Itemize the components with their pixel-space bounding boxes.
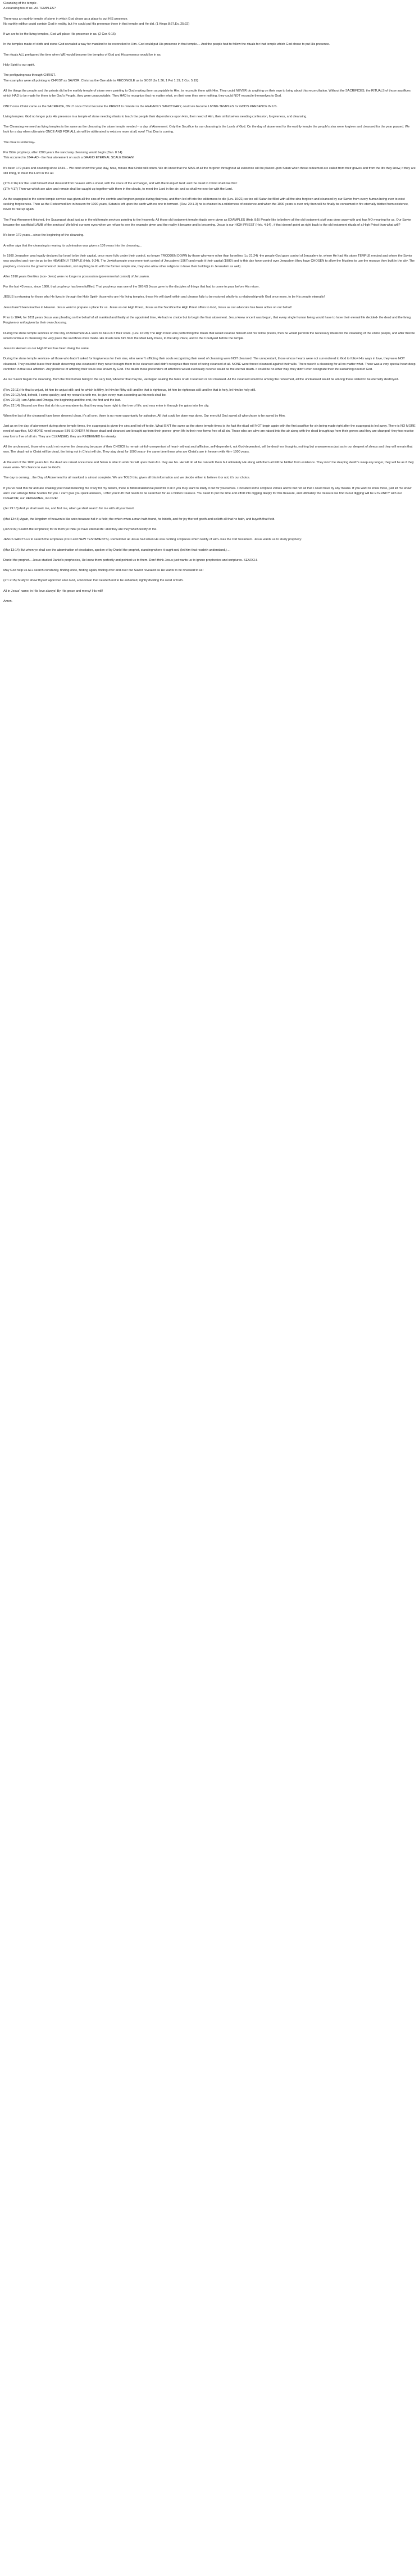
scripture-quote: (Jer 29:13) And ye shall seek me, and find me, when ye shall search for me with all your heart. (3, 507, 135, 511)
paragraph: Jesus in Heaven as our High Priest has been doing the same. (3, 347, 90, 351)
paragraph: For the last 43 years, since 1980, that prophecy has been fulfilled. That prophecy was one of the SIGNS Jesus gave to the disciples of things that had to come to pass before His return. (3, 285, 260, 289)
paragraph-title: Cleansing of the temple - A cleansing too of us -AS TEMPLES? (3, 2, 56, 11)
paragraph: There was an earthly temple of stone in which God chose as a place to put HIS presence. No earthly edifice could contain God in reality, but He could put His presence there in that temple and He did. (1 Kings 8:27,Ex. 25:22) (3, 17, 190, 26)
paragraph: After 1910 years Gentiles (non- Jews) were no longer in possession (governmental control) of Jerusalem. (3, 275, 150, 278)
paragraph: At the end of the 1000 years ALL the dead are raised once more and Satan is able to work his will upon them ALL they are his. He will do all he can with them but ultimately HE along with them all will be blotted from existence. They won't be sleeping death's sleep any longer, they will be as if they never were- NO chance to ever be God's. (3, 460, 414, 469)
paragraph: During the stone temple services- all those who hadn't asked for forgiveness for their sins, who weren't afflicting their souls recognizing their need of cleansing were NOT cleansed. The unrepentant, those whose hearts were not surrendered to God to follow His ways in love, they were NOT cleansed. They couldn't leave their death deserving sins cleansed if they never brought them to be cleansed and didn't recognize their need of being cleansed at all. NONE were forced cleansed against their wills. There wasn't a cleansing for all no matter what. There was a very special heart deep contrition in that soul affliction. Any pretense of afflicting their souls was known by God. The death these pretenders of afflictions would eventually receive would be the eternal death- it could be no other way, they didn't even recognize their life sustaining need of God. (3, 357, 416, 372)
paragraph: Living temples. God no longer puts His presence in a temple of stone needing rituals to teach the people their dependence upon Him, their need of Him, their sinful selves needing confession, forgiveness, and cleansing. (3, 115, 307, 118)
paragraph: The day is coming... the Day of Atonement for all mankind is almost complete. We are TOLD this, given all this information and we decide either to believe it or not, it's our choice. (3, 476, 251, 480)
paragraph: Jesus hasn't been inactive in Heaven. Jesus went to prepare a place for us. Jesus as our High Priest, Jesus as the Sacrifice the High Priest offers to God, Jesus as our advocate has been active on our behalf. (3, 305, 293, 309)
scripture-quote: (Mat 13:44) Again, the kingdom of heaven is like unto treasure hid in a field; the which when a man hath found, he hideth, and for joy thereof goeth and selleth all that he hath, and buyeth that field. (3, 517, 275, 521)
scripture-quote: (Rev 22:11) He that is unjust, let him be unjust still: and he which is filthy, let him be filthy still: and he that is righteous, let him be righteous still: and he that is holy, let him be holy still. (Rev 22:12) And, behold, I come quickly; and my reward is with me, to give every man according as his work shall be. (Rev 22:13) I am Alpha and Omega, the beginning and the end, the first and the last. (Rev 22:14) Blessed are they that do his commandments, that they may have right to the tree of life, and may enter in through the gates into the city. (3, 388, 256, 408)
paragraph: The prefiguring was through CHRIST. The examples were all pointing to CHRIST as SAVIOR. Christ as the One able to RECONCILE us to GOD! (Jn 1:36; 1 Pet 1:19; 2 Cor. 5:19) (3, 74, 198, 83)
closing-line: All in Jesus' name, in His love always! By His grace and mercy! His will! (3, 589, 103, 593)
paragraph: If we are to be the living temples, God will place His presence in us. (2 Cor. 6:16) (3, 33, 116, 36)
scripture-quote: (Joh 5:39) Search the scriptures; for in them ye think ye have eternal life: and they are they which testify of me. (3, 528, 157, 531)
scripture-quote: (1Th 4:16) For the Lord himself shall descend from heaven with a shout, with the voice of the archangel, and with the trump of God: and the dead in Christ shall rise first: (1Th 4:17) Then we which are alive and remain shall be caught up together with them in the clouds, to meet the Lord in the air: and so shall we ever be with the Lord. (3, 182, 238, 191)
paragraph: All the uncleansed, those who could not receive the cleansing because of their CHOICE to remain sinful- unrepentant of heart- without soul affliction, self-dependent, not God-dependent, will be dead- no thoughts, nothing but unawareness just as in our deepest of sleeps and they will remain that way. The dead not in Christ will be dead, the living not in Christ will die. They stay dead for 1000 years- the same time those who are Christ's are in heaven with Him- 1000 years. (3, 445, 413, 454)
paragraph: Another sign that the cleansing is nearing its culmination was given a 136 years into the cleansing... (3, 244, 142, 248)
scripture-quote: (Mar 13:14) But when ye shall see the abomination of desolation, spoken of by Daniel the prophet, standing where it ought not, (let him that readeth understand,) ... (3, 548, 230, 552)
paragraph: The Cleansing we need as living temples is the same as the cleansing the stone temple needed -- a day of Atonement. Only the Sacrifice for our cleansing is the Lamb of God. On the day of atonement for the earthly temple the people's sins were forgiven and cleansed for the year passed. We look for a day when ultimately ONCE AND FOR ALL sin will be obliterated to exist no more at all, ever! That Day is coming. (3, 125, 410, 134)
paragraph: All the things the people and the priests did in the earthly temple of stone were pointing to God making them acceptable to Him, to reconcile them with Him. They could NEVER do anything on their own to bring about this reconciliation. Without the SACRIFICES, the RITUALS of those sacrifices which HAD to be made for them to be God's People, they were unacceptable. They HAD to recognize that no matter what, on their own they were nothing, they could NOT reconcile themselves to God. (3, 89, 411, 98)
paragraph: Per Bible prophecy, after 2300 years the sanctuary cleansing would begin (Dan. 8:14) This occurred in 1844 AD - the final atonement on such a GRAND ETERNAL SCALE BEGAN! (3, 151, 134, 160)
paragraph: Holy Spirit to our spirit. (3, 63, 35, 67)
paragraph: The Final Atonement finished, the Scapegoat dead just as in the old temple services pointing to the heavenly. All those old testament temple rituals were given as EXAMPLES (Heb. 8:5) People like to believe all the old testament stuff was done away with and has NO meaning for us. Our Savior became the sacrificial LAMB of the services! We blind our own eyes when we refuse to see the example given and the reality it became and is becoming. Jesus is our HIGH PRIEST (Heb. 4:14) , if that doesn't point us right back to the old testament rituals of a High Priest than what will? (3, 218, 412, 227)
closing-amen: Amen. (3, 600, 13, 604)
paragraph: It's been 179 years and counting since 1844.... We don't know the year, day, hour, minute that Christ will return. We do know that the SINS of all the forgiven throughout all existence will be placed upon Satan when those redeemed are called from their graves and from the life they know, if they are still living, to meet the Lord in the air. (3, 166, 416, 175)
paragraph: JESUS WANTS us to search the scriptures (OLD and NEW TESTAMENTS). Remember all Jesus had when He was reciting scriptures which testify of Him- was the Old Testament. Jesus wants us to study prophecy: (3, 538, 302, 542)
paragraph: The ritual is underway- (3, 140, 35, 144)
paragraph: When the last of the cleansed have been deemed clean, it's all over, there is no more opportunity for salvation. All that could be done was done. Our merciful God saved all who chose to be saved by Him. (3, 414, 286, 418)
paragraph: JESUS is returning for those who He lives in through the Holy Spirit- those who are His living temples, those He will dwell within and cleanse fully to be restored wholly to a relationship with God once more, to be His people eternally! (3, 295, 325, 299)
paragraph: During the stone temple services on the Day of Atonement ALL were to AFFLICT their souls. (Lev. 16:29) The High Priest was performing the rituals that would cleanse himself and his fellow priests, then he would perform the necessary rituals for the cleansing of the entire people, and after that he would continue in cleansing the very place the sacrifices were made. His rituals took him from the Most Holy Place, to the Holy Place, and to the Courtyard before the temple. (3, 331, 415, 340)
scripture-quote: (2Ti 2:15) Study to shew thyself approved unto God, a workman that needeth not to be ashamed, rightly dividing the word of truth. (3, 579, 184, 583)
paragraph: Just as on the day of atonement during stone temple times, the scapegoat is given the sins and led off to die. What ISN'T the same as the stone temple times is the fact the ritual will NOT begin again with the first sacrifice for sin being made right after the scapegoat is led away. There is NO MORE need of sacrifice, NO MORE need because SIN IS OVER!! All those dead and cleansed are brought up from their graves- given life in their new forms free of all sin. Those who are alive are raised into the air along with the dead brought up from their graves and they are changed- they too receive new forms free of all sin. They are CLEANSED, they are REDEEMED for eternity. (3, 424, 416, 439)
paragraph: It's been 179 years... since the beginning of the cleansing. (3, 234, 84, 237)
paragraph: May God help us ALL search constantly, finding once, finding again, finding over and over our Savior revealed as He wants to be revealed to us! (3, 569, 204, 573)
paragraph: Prior to 1844, for 1811 years Jesus was pleading on the behalf of all mankind and finally at the appointed time, He had no choice but to begin the final atonement. Jesus knew once it was begun, that every single human being would have to have their eternal life decided- the dead and the living. Forgiven or unforgiven by their own choosing. (3, 316, 412, 325)
paragraph: In 1980 Jerusalem was legally declared by Israel to be their capital, once more fully under their control, no longer TRODDEN DOWN by those who were other than Israelites (Lu 21:24) -the people God gave control of Jerusalem to, where He had His stone TEMPLE erected and where the Savior was crucified and risen to go to the HEAVENLY TEMPLE (Heb. 9:24). The Jewish people once more took control of Jerusalem (1967) and made it their capital (1980) and to this day have control over Jerusalem (they have CHOSEN to allow the Muslims to use the mosque they built in the city. The prophecy concerns the government of Jerusalem, not anything to do with the former temple site, they also allow other religions to have their buildings in Jerusalem as well). (3, 254, 415, 268)
document-body (3, 1, 416, 609)
paragraph: ONLY once Christ came as the SACRIFICE, ONLY once Christ became the PRIEST to minister in the HEAVENLY SANCTUARY, could we become LIVING TEMPLES for GOD'S PRESENCE IN US. (3, 104, 278, 108)
paragraph: In the temples made of cloth and stone God revealed a way for mankind to be reconciled to Him. God could put His presence in that temple.... And the people had to follow the rituals for that temple which God chose to put His presence. (3, 43, 330, 47)
paragraph: As the scapegoat in the stone temple service was given all the sins of the contrite and forgiven people during that year, and then led off into the wilderness to die (Lev. 16:21) so too will Satan be filled with all the sins forgiven and cleansed by our Savior from every human being ever to exist seeking forgiveness. Then as the Redeemed live in heaven for 1000 years, Satan is left upon the earth with no one to torment- (Rev. 20:1-3) he is chained in a wilderness of existence and when the 1000 years is over only then will he finally be consumed in fire eternally blotted from existence, never to rise up again. (3, 197, 409, 212)
paragraph: If you've read this far and are shaking your head believing me crazy for my beliefs, there is Biblical/Historical proof for it all if you truly want to study it out for yourselves. I included some scripture verses above but not all that I could have by any means. If you want to know more, just let me know and I can arrange Bible Studies for you. I can't give you quick answers, I offer you truth that needs to be searched for as a hidden treasure. You need to put the time and effort into digging deeply for this treasure, and ultimately the treasure we find in our digging will be ETERNITY with our CREATOR, our REDEEMER, in LOVE! (3, 486, 412, 501)
paragraph: Daniel the prophet... Jesus studied Daniel's prophecies, He knew them perfectly and pointed us to them. Don't think Jesus just wants us to ignore prophecies and scriptures. SEARCH. (3, 558, 258, 562)
paragraph: As our Savior began the cleansing- from the first human being to the very last, whoever that may be, He began sealing the fates of all. Cleansed or not cleansed. All the cleansed would be among the redeemed, all the uncleansed would be among those slated to be eternally destroyed. (3, 378, 399, 382)
paragraph: The rituals ALL prefigured the time when WE would become the temples of God and His presence would be in us. (3, 53, 162, 57)
